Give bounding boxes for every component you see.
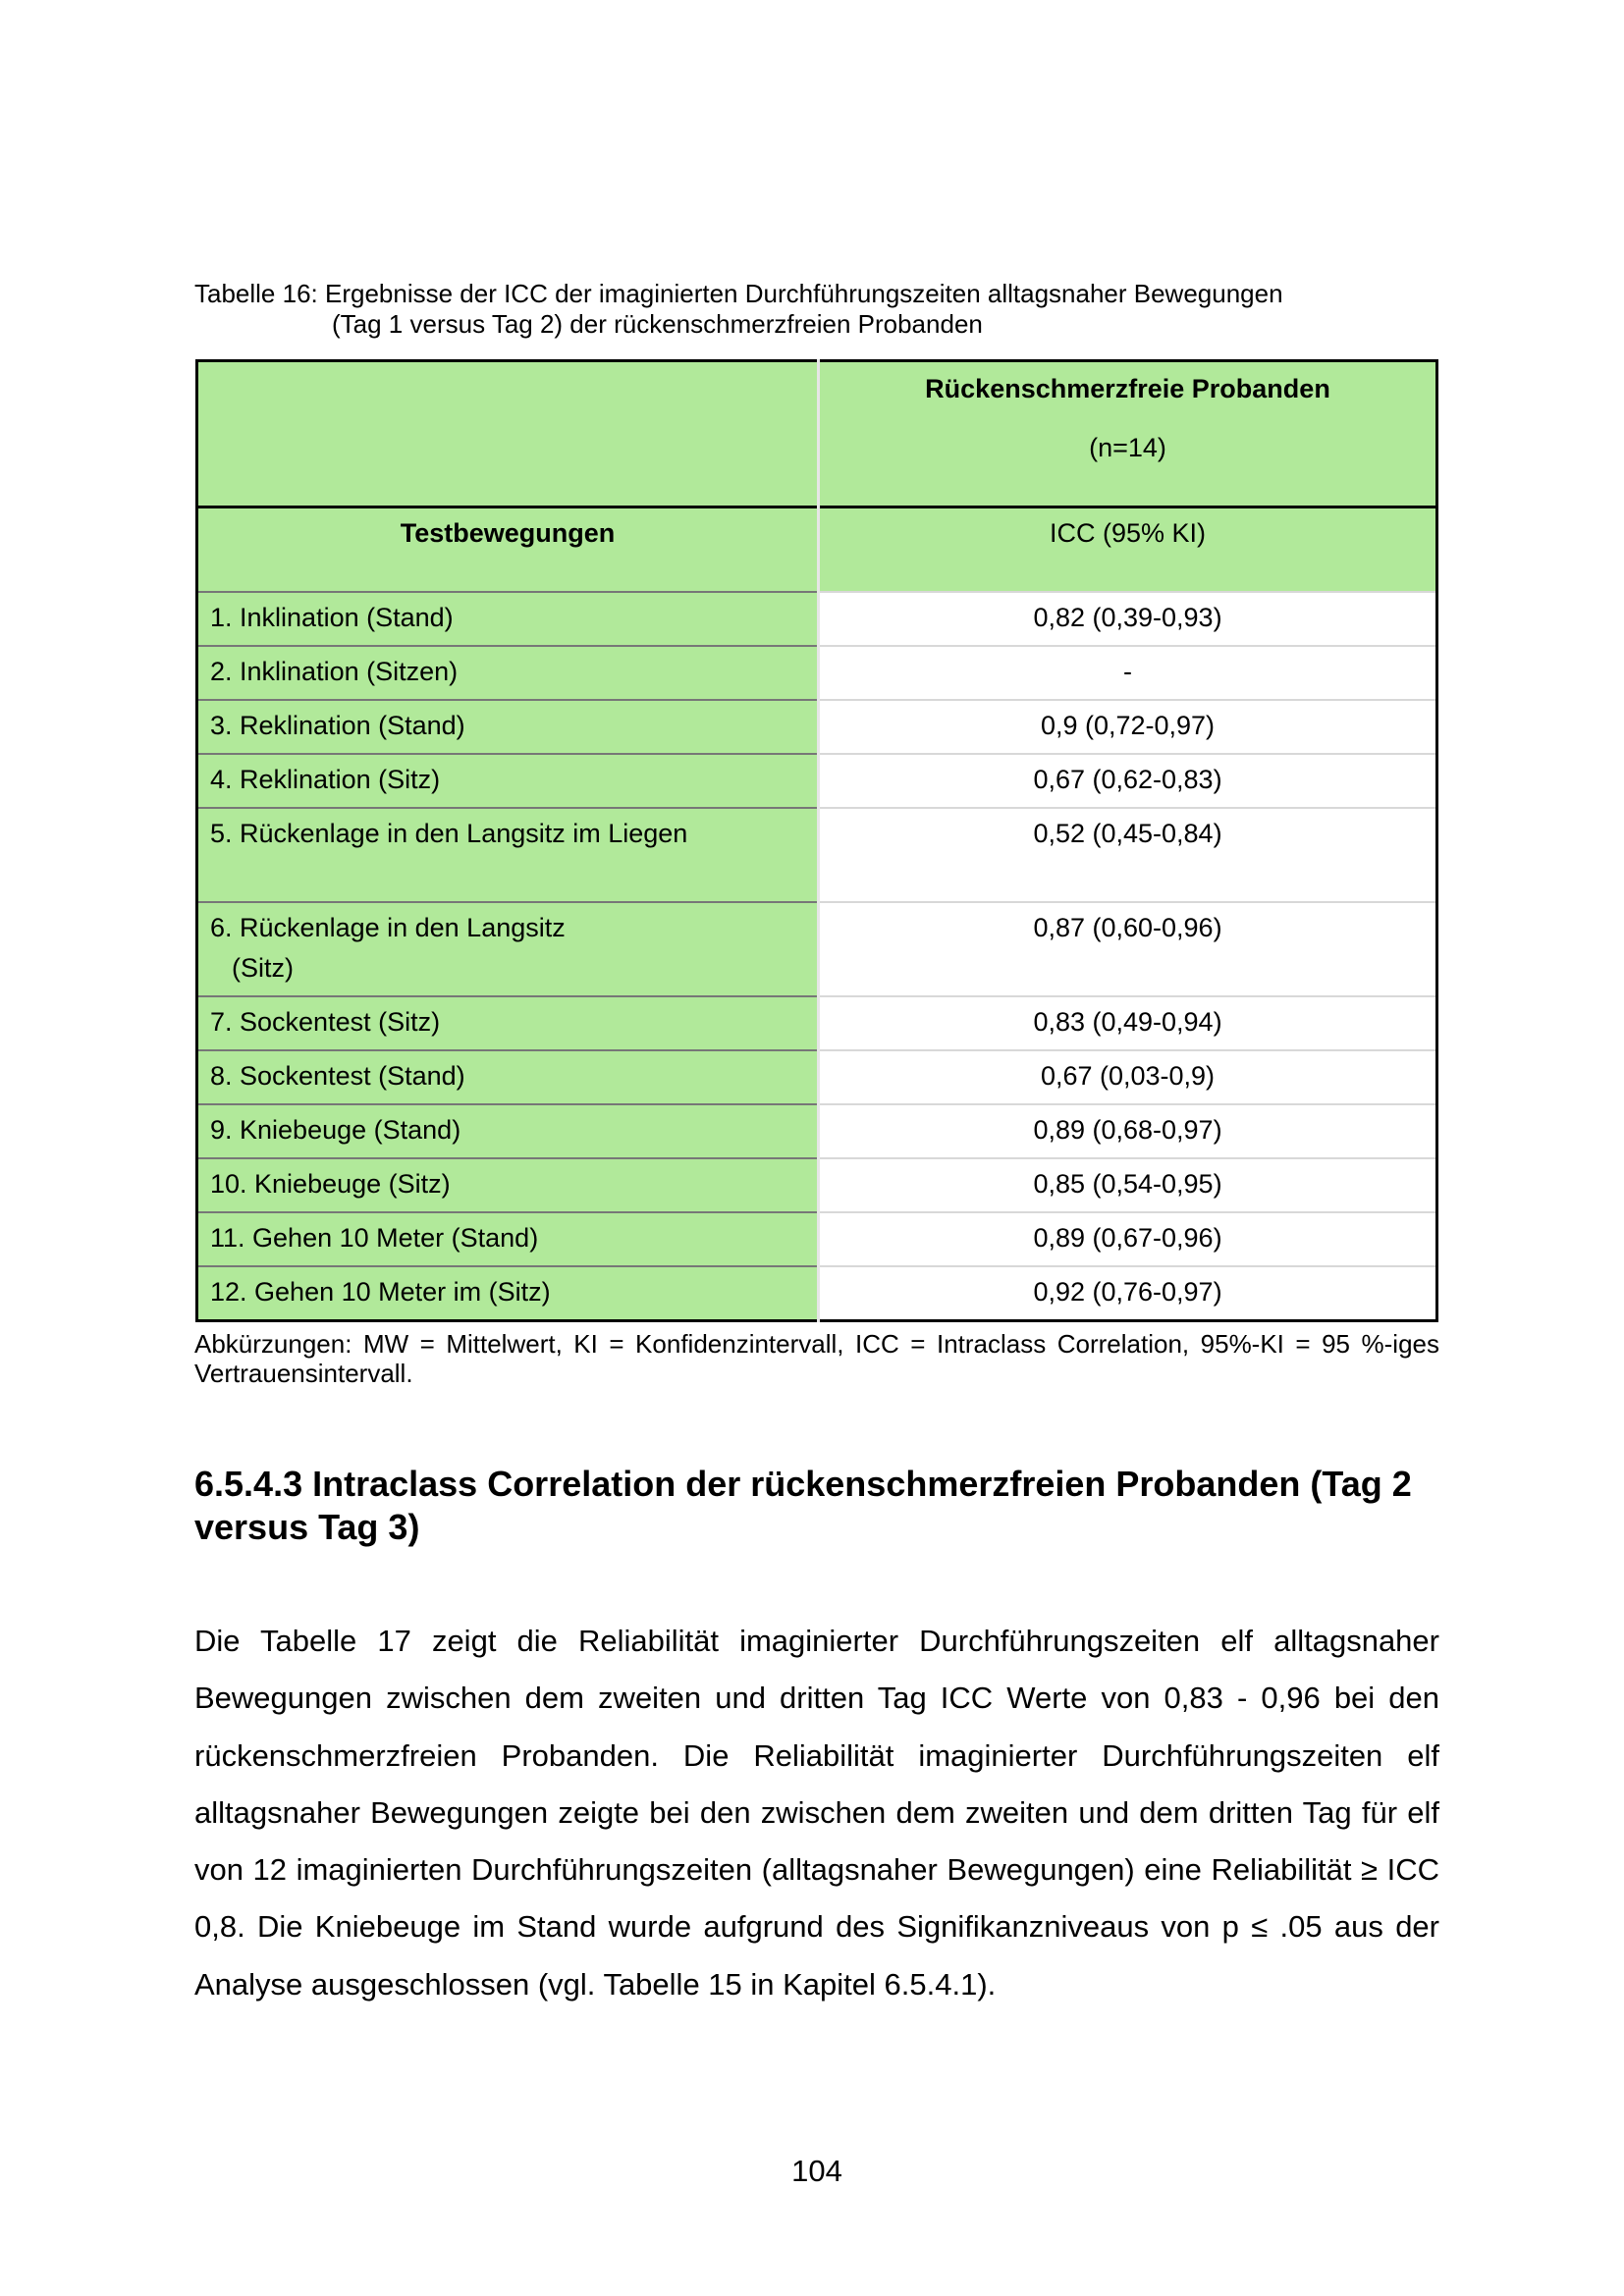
body-paragraph: Die Tabelle 17 zeigt die Reliabilität imaginierter Durchführungszeiten elf alltagsnaher Bewegungen zwischen dem zweiten und dritten Tag ICC Werte von 0,83 - 0,96 bei den rückenschmerzfreien Probanden. Die Reliabilität imaginierter Durchführungszeiten elf alltagsnaher Bewegungen zeigte bei den zwischen dem zweiten und dem dritten Tag für elf von 12 imaginierten Durchführungszeiten (alltagsnaher Bewegungen) eine Reliabilität ≥ ICC 0,8. Die Kniebeuge im Stand wurde aufgrund des Signifikanzniveaus von p ≤ .05 aus der Analyse ausgeschlossen (vgl. Tabelle 15 in Kapitel 6.5.4.1). [194,1624,1439,2002]
movement-label: 11. Gehen 10 Meter (Stand) [210,1223,539,1253]
movement-cell [197,646,819,700]
movement-cell [197,1158,819,1212]
movement-cell [197,902,819,996]
movement-cell [197,592,819,646]
table-row [197,1104,1437,1158]
caption-line-1: Tabelle 16: Ergebnisse der ICC der imaginierten Durchführungszeiten alltagsnaher Bewegungen [194,279,1283,308]
icc-cell [819,700,1437,754]
group-n: (n=14) [1089,433,1166,462]
movement-label-cont: (Sitz) [232,953,294,983]
icc-value: 0,82 (0,39-0,93) [1033,603,1222,632]
section-heading: 6.5.4.3 Intraclass Correlation der rückenschmerzfreien Probanden (Tag 2 versus Tag 3) [194,1464,1412,1547]
group-header: Rückenschmerzfreie Probanden [925,374,1330,403]
icc-cell [819,996,1437,1050]
col1-header-cell [197,507,819,593]
table-row [197,646,1437,700]
movement-label: 10. Kniebeuge (Sitz) [210,1169,451,1199]
movement-label: 8. Sockentest (Stand) [210,1061,465,1091]
movement-label: 6. Rückenlage in den Langsitz [210,913,566,942]
icc-cell [819,902,1437,996]
icc-value: 0,67 (0,03-0,9) [1040,1061,1216,1091]
icc-cell [819,1212,1437,1266]
col2-header: ICC (95% KI) [1049,518,1207,548]
icc-value: 0,67 (0,62-0,83) [1033,765,1222,794]
movement-cell [197,1104,819,1158]
table-row [197,700,1437,754]
table-caption [194,279,1283,340]
icc-cell [819,1104,1437,1158]
movement-label: 5. Rückenlage in den Langsitz im Liegen [210,819,688,848]
icc-cell [819,1050,1437,1104]
movement-cell [197,996,819,1050]
movement-label: 7. Sockentest (Sitz) [210,1007,441,1037]
icc-value: 0,89 (0,68-0,97) [1033,1115,1222,1145]
column-header-row [197,507,1437,593]
icc-value: - [1123,657,1132,686]
empty-header-cell [197,361,819,507]
page-number: 104 [791,2154,842,2188]
table-row [197,1212,1437,1266]
caption-line-2: (Tag 1 versus Tag 2) der rückenschmerzfreien Probanden [332,309,983,339]
movement-label: 9. Kniebeuge (Stand) [210,1115,461,1145]
icc-value: 0,89 (0,67-0,96) [1033,1223,1222,1253]
group-header-row [197,361,1437,507]
movement-label: 2. Inklination (Sitzen) [210,657,459,686]
movement-label: 3. Reklination (Stand) [210,711,465,740]
col1-header: Testbewegungen [400,518,616,548]
movement-cell [197,808,819,902]
table-row [197,902,1437,996]
icc-value: 0,92 (0,76-0,97) [1033,1277,1222,1307]
col2-header-cell [819,507,1437,593]
movement-cell [197,1266,819,1321]
table-row [197,1050,1437,1104]
movement-label: 12. Gehen 10 Meter im (Sitz) [210,1277,551,1307]
movement-cell [197,1212,819,1266]
icc-value: 0,9 (0,72-0,97) [1040,711,1216,740]
icc-cell [819,646,1437,700]
icc-value: 0,83 (0,49-0,94) [1033,1007,1222,1037]
icc-cell [819,1266,1437,1321]
icc-value: 0,85 (0,54-0,95) [1033,1169,1222,1199]
movement-cell [197,1050,819,1104]
table-row [197,754,1437,808]
table-row [197,808,1437,902]
icc-cell [819,754,1437,808]
icc-value: 0,52 (0,45-0,84) [1033,819,1222,848]
table-row [197,1158,1437,1212]
movement-label: 1. Inklination (Stand) [210,603,454,632]
movement-label: 4. Reklination (Sitz) [210,765,441,794]
icc-cell [819,592,1437,646]
icc-cell [819,1158,1437,1212]
table-row [197,996,1437,1050]
table-row [197,592,1437,646]
table-footnote: Abkürzungen: MW = Mittelwert, KI = Konfidenzintervall, ICC = Intraclass Correlation, 95%-KI = 95 %-iges Vertrauensintervall. [194,1329,1439,1388]
icc-value: 0,87 (0,60-0,96) [1033,913,1222,942]
table-row [197,1266,1437,1321]
movement-cell [197,700,819,754]
icc-table [195,359,1438,1322]
movement-cell [197,754,819,808]
icc-cell [819,808,1437,902]
group-header-cell [819,361,1437,507]
